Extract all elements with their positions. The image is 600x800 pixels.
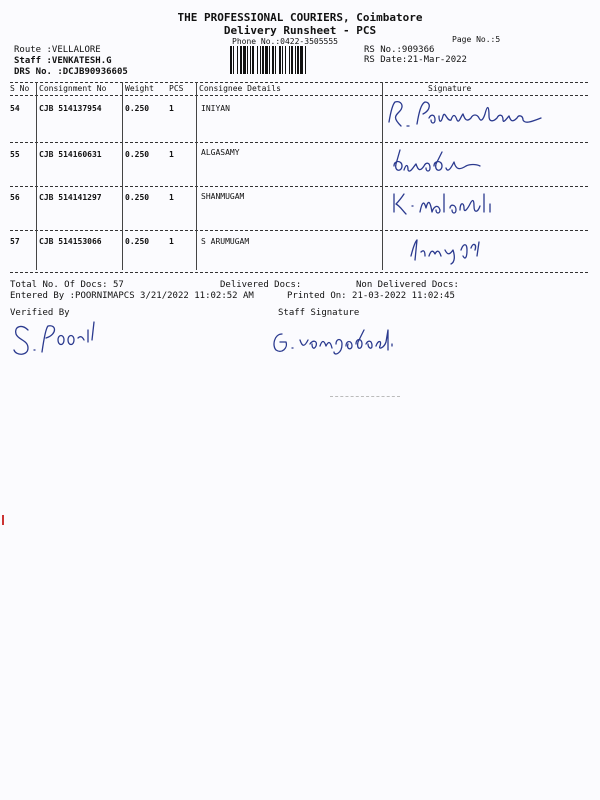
barcode-bar — [269, 46, 270, 74]
barcode-bar — [291, 46, 293, 74]
barcode-bar — [233, 46, 234, 74]
barcode-bar — [243, 46, 246, 74]
table-row-pcs: 1 — [169, 104, 174, 113]
delivered-docs: Delivered Docs: — [220, 280, 302, 290]
verified-signature — [8, 316, 108, 360]
table-row-consignee: INIYAN — [201, 104, 230, 113]
staff: Staff :VENKATESH.G — [14, 56, 112, 66]
scan-artifact — [2, 515, 4, 525]
company-title: THE PROFESSIONAL COURIERS, Coimbatore — [177, 11, 423, 24]
barcode-bar — [260, 46, 261, 74]
signature-row-57 — [405, 232, 515, 268]
table-row-pcs: 1 — [169, 193, 174, 202]
barcode-bar — [289, 46, 290, 74]
row-rule — [10, 230, 588, 231]
col-header-signature: Signature — [428, 84, 472, 93]
col-header-consignment: Consignment No — [39, 84, 107, 93]
table-row-pcs: 1 — [169, 150, 174, 159]
total-docs: Total No. Of Docs: 57 — [10, 280, 124, 290]
barcode-bar — [275, 46, 276, 74]
signature-row-55 — [390, 146, 490, 178]
row-rule — [10, 142, 588, 143]
runsheet-title: Delivery Runsheet - PCS — [223, 24, 377, 37]
barcode-bar — [295, 46, 296, 74]
column-divider — [36, 82, 37, 270]
table-row-weight: 0.250 — [125, 150, 150, 159]
table-row-sno: 56 — [10, 193, 20, 202]
table-row-sno: 54 — [10, 104, 20, 113]
phone-number: Phone No.:0422-3505555 — [232, 37, 338, 46]
table-row-consignment: CJB 514153066 — [39, 237, 102, 246]
col-header-consignee: Consignee Details — [199, 84, 281, 93]
barcode-bar — [252, 46, 254, 74]
signature-row-56 — [390, 188, 520, 218]
barcode-bar — [240, 46, 242, 74]
table-row-weight: 0.250 — [125, 237, 150, 246]
table-row-consignee: ALGASAMY — [201, 148, 240, 157]
barcode-bar — [257, 46, 258, 74]
table-row-consignment: CJB 514141297 — [39, 193, 102, 202]
page-number: Page No.:5 — [452, 35, 501, 44]
table-row-weight: 0.250 — [125, 104, 150, 113]
table-top-rule — [10, 82, 588, 83]
table-row-pcs: 1 — [169, 237, 174, 246]
barcode-bar — [297, 46, 299, 74]
barcode-bar — [285, 46, 286, 74]
column-divider — [196, 82, 197, 270]
non-delivered-docs: Non Delivered Docs: — [356, 280, 459, 290]
column-divider — [122, 82, 123, 270]
barcode-bar — [265, 46, 268, 74]
column-divider — [382, 82, 383, 270]
row-rule — [10, 186, 588, 187]
drs-number: DRS No. :DCJB90936605 — [14, 67, 128, 77]
barcode-bar — [250, 46, 251, 74]
barcode-bar — [237, 46, 238, 74]
table-row-sno: 57 — [10, 237, 20, 246]
rs-number: RS No.:909366 — [364, 45, 435, 55]
col-header-weight: Weight — [125, 84, 154, 93]
table-row-consignment: CJB 514137954 — [39, 104, 102, 113]
barcode-bar — [247, 46, 248, 74]
verified-by-label: Verified By — [10, 308, 70, 318]
barcode — [230, 46, 354, 74]
barcode-bar — [279, 46, 281, 74]
table-row-consignee: S ARUMUGAM — [201, 237, 250, 246]
table-row-weight: 0.250 — [125, 193, 150, 202]
table-row-sno: 55 — [10, 150, 20, 159]
table-bottom-rule — [10, 272, 588, 273]
printed-on: Printed On: 21-03-2022 11:02:45 — [287, 291, 455, 301]
rs-date: RS Date:21-Mar-2022 — [364, 55, 467, 65]
route: Route :VELLALORE — [14, 45, 101, 55]
col-header-sno: S No — [10, 84, 30, 93]
scan-artifact — [330, 396, 400, 397]
table-row-consignee: SHANMUGAM — [201, 192, 245, 201]
barcode-bar — [262, 46, 264, 74]
col-header-pcs: PCS — [169, 84, 184, 93]
barcode-bar — [300, 46, 303, 74]
staff-signature — [268, 324, 428, 360]
barcode-bar — [272, 46, 274, 74]
signature-row-54 — [385, 96, 555, 136]
barcode-bar — [305, 46, 306, 74]
entered-by: Entered By :POORNIMAPCS 3/21/2022 11:02:52 AM — [10, 291, 254, 301]
staff-signature-label: Staff Signature — [278, 308, 360, 318]
table-row-consignment: CJB 514160631 — [39, 150, 102, 159]
barcode-bar — [230, 46, 232, 74]
barcode-bar — [282, 46, 283, 74]
